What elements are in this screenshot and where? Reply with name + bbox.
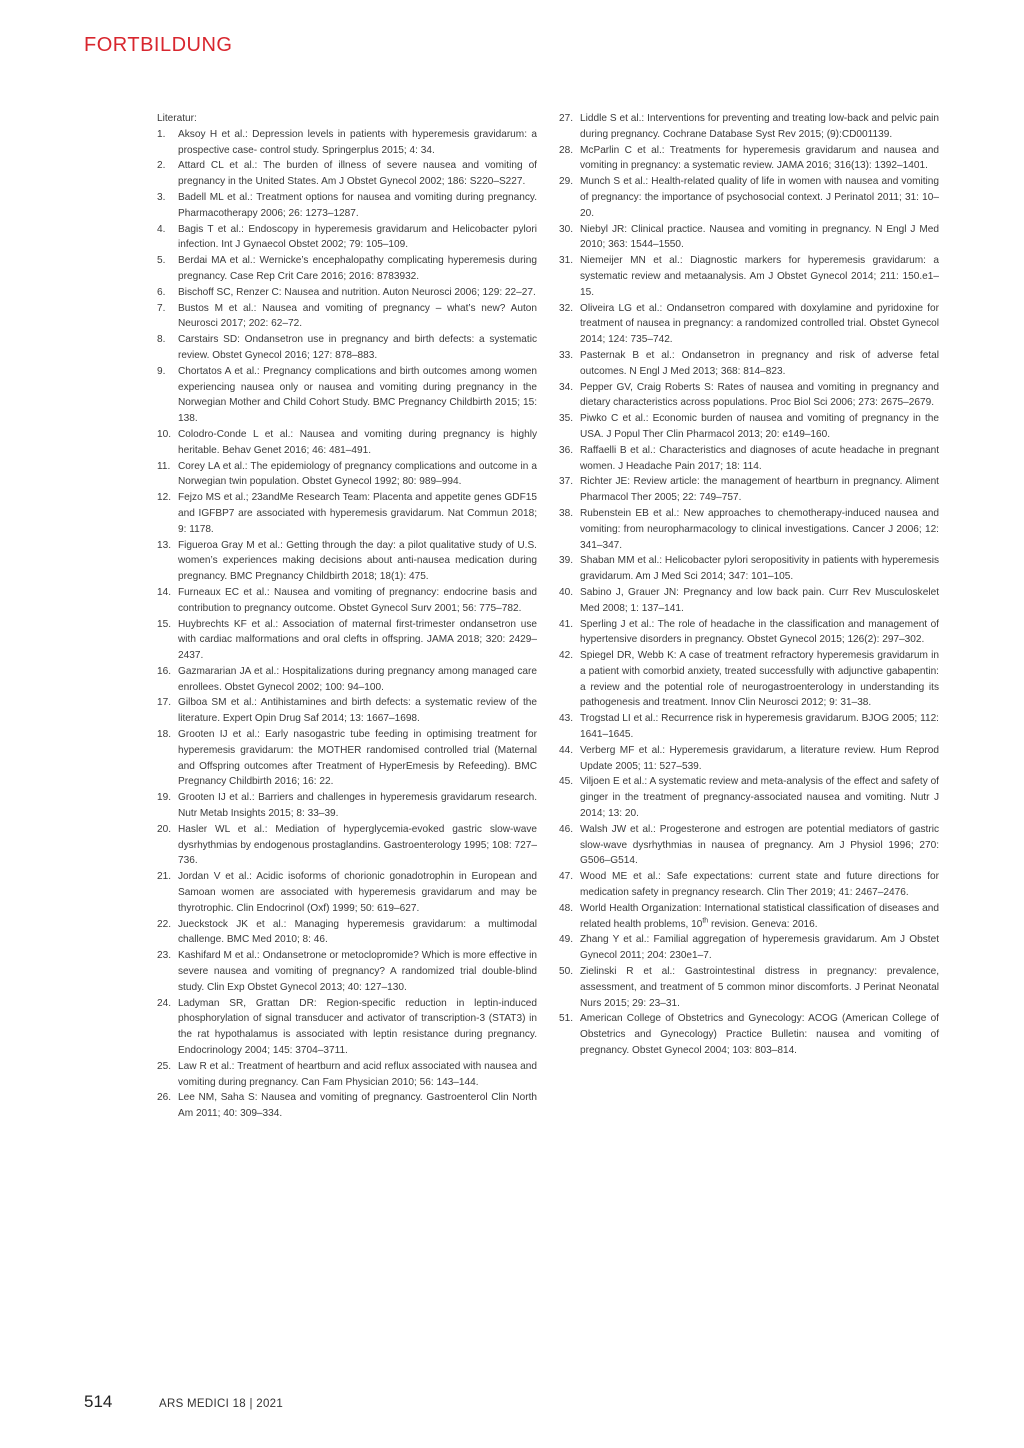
reference-number: 29.: [559, 176, 574, 188]
reference-item: [157, 490, 537, 537]
reference-number: 37.: [559, 476, 574, 488]
reference-item: [157, 664, 537, 696]
reference-text: Attard CL et al.: The burden of illness of severe nausea and vomiting of pregnancy in the United States. Am J Obstet Gynecol 2002; 186: S220–S227.: [178, 160, 537, 188]
reference-text: Sperling J et al.: The role of headache in the classification and management of hypertensive disorders in pregnancy. Obstet Gynecol 2015; 126(2): 297–302.: [580, 618, 939, 646]
reference-text: Carstairs SD: Ondansetron use in pregnancy and birth defects: a systematic review. Obstet Gynecol 2016; 127: 878–883.: [178, 334, 537, 361]
reference-number: 26.: [157, 1092, 172, 1104]
reference-number: 41.: [559, 618, 574, 630]
reference-number: 14.: [157, 586, 172, 598]
reference-number: 45.: [559, 776, 574, 788]
reference-item: [157, 301, 537, 333]
reference-number: 46.: [559, 823, 574, 835]
reference-text: Spiegel DR, Webb K: A case of treatment refractory hyperemesis gravidarum in a patient with comorbid anxiety, treated successfully with adjunctive gabapentin: a review and the potential role of neurogastroenterology in understanding its pathogenesis and treatment. Innov Clin Neurosci 2012; 9: 31–38.: [580, 650, 939, 709]
reference-text: Viljoen E et al.: A systematic review and meta-analysis of the effect and safety of ginger in the treatment of pregnancy-associated nausea and vomiting. Nutr J 2014; 13: 20.: [580, 776, 939, 820]
reference-number: 38.: [559, 507, 574, 519]
reference-number: 15.: [157, 618, 172, 630]
reference-number: 21.: [157, 871, 172, 883]
reference-item: [157, 427, 537, 459]
reference-item: [157, 585, 537, 617]
reference-text: Grooten IJ et al.: Early nasogastric tube feeding in optimising treatment for hyperemesis gravidarum: the MOTHER randomised controlled trial (Maternal and Offspring outcomes after Treatment of HyperEmesis by Refeeding). BMC Pregnancy Childbirth 2016; 16: 22.: [178, 729, 537, 788]
reference-item: [559, 1011, 939, 1058]
reference-text: Verberg MF et al.: Hyperemesis gravidarum, a literature review. Hum Reprod Update 2005; 11: 527–539.: [580, 744, 939, 772]
reference-item: [157, 127, 537, 159]
reference-item: [559, 743, 939, 775]
reference-number: 49.: [559, 934, 574, 946]
reference-item: [559, 301, 939, 348]
reference-item: [157, 459, 537, 491]
reference-text: Gazmararian JA et al.: Hospitalizations during pregnancy among managed care enrollees. Obstet Gynecol 2002; 100: 94–100.: [178, 665, 537, 693]
reference-number: 16.: [157, 665, 172, 677]
reference-text: Munch S et al.: Health-related quality of life in women with nausea and vomiting of pregnancy: the importance of psychosocial context. J Perinatol 2011; 31: 10–20.: [580, 176, 939, 219]
reference-text: Corey LA et al.: The epidemiology of pregnancy complications and outcome in a Norwegian twin population. Obstet Gynecol 1992; 80: 989–994.: [178, 460, 537, 488]
reference-text: Badell ML et al.: Treatment options for nausea and vomiting during pregnancy. Pharmacotherapy 2006; 26: 1273–1287.: [178, 191, 537, 219]
reference-text: Colodro-Conde L et al.: Nausea and vomiting during pregnancy is highly heritable. Behav Genet 2016; 46: 481–491.: [178, 428, 537, 456]
reference-item: [157, 822, 537, 869]
reference-text: Niebyl JR: Clinical practice. Nausea and vomiting in pregnancy. N Engl J Med 2010; 363: 1544–1550.: [580, 223, 939, 251]
reference-number: 19.: [157, 792, 172, 804]
reference-number: 2.: [157, 160, 166, 172]
reference-text: Gilboa SM et al.: Antihistamines and birth defects: a systematic review of the literature. Expert Opin Drug Saf 2014; 13: 1667–1698.: [178, 697, 537, 725]
reference-number: 33.: [559, 349, 574, 361]
reference-number: 23.: [157, 950, 172, 962]
reference-number: 24.: [157, 997, 172, 1009]
reference-item: [157, 695, 537, 727]
reference-item: [559, 111, 939, 143]
reference-item: [157, 332, 537, 364]
reference-number: 18.: [157, 729, 172, 741]
reference-number: 3.: [157, 191, 166, 203]
reference-text: Berdai MA et al.: Wernicke’s encephalopathy complicating hyperemesis during pregnancy. Case Rep Crit Care 2016; 2016: 8783932.: [178, 255, 537, 282]
journal-issue: ARS MEDICI 18 | 2021: [159, 1398, 284, 1410]
reference-item: [559, 711, 939, 743]
reference-text: Walsh JW et al.: Progesterone and estrogen are potential mediators of gastric slow-wave dysrhythmias in nausea of pregnancy. Am J Physiol 1996; 270: G506–G514.: [580, 823, 939, 867]
reference-number: 40.: [559, 586, 574, 598]
reference-number: 28.: [559, 144, 574, 156]
reference-text: McParlin C et al.: Treatments for hyperemesis gravidarum and nausea and vomiting in pregnancy: a systematic review. JAMA 2016; 316(13): 1392–1401.: [580, 144, 939, 172]
reference-item: [559, 648, 939, 711]
reference-item: [157, 1090, 537, 1122]
reference-text: Bustos M et al.: Nausea and vomiting of pregnancy – what’s new? Auton Neurosci 2017; 202: 62–72.: [178, 302, 537, 330]
reference-text: Sabino J, Grauer JN: Pregnancy and low back pain. Curr Rev Musculoskelet Med 2008; 1: 137–141.: [580, 586, 939, 614]
reference-number: 13.: [157, 539, 172, 551]
reference-number: 6.: [157, 286, 166, 298]
reference-text: Kashifard M et al.: Ondansetrone or metoclopromide? Which is more effective in severe nausea and vomiting of pregnancy? A randomized trial double-blind study. Clin Exp Obstet Gynecol 2013; 40: 127–130.: [178, 950, 537, 993]
reference-text: Oliveira LG et al.: Ondansetron compared with doxylamine and pyridoxine for treatment of nausea in pregnancy: a randomized controlled trial. Obstet Gynecol 2014; 124: 735–742.: [580, 302, 939, 346]
reference-number: 11.: [157, 460, 171, 472]
reference-text: Figueroa Gray M et al.: Getting through the day: a pilot qualitative study of U.S. women’s experiences making decisions about anti-nausea medication during pregnancy. BMC Pregnancy Childbirth 2018; 18(1): 475.: [178, 539, 537, 583]
reference-number: 1.: [157, 128, 166, 140]
reference-number: 30.: [559, 223, 574, 235]
reference-number: 9.: [157, 365, 166, 377]
reference-item: [157, 538, 537, 585]
reference-number: 5.: [157, 255, 166, 267]
section-title: FORTBILDUNG: [84, 34, 233, 56]
reference-item: [157, 158, 537, 190]
reference-item: [559, 869, 939, 901]
reference-number: 22.: [157, 918, 172, 930]
reference-number: 10.: [157, 428, 172, 440]
reference-item: [559, 774, 939, 821]
reference-text: Jueckstock JK et al.: Managing hyperemesis gravidarum: a multimodal challenge. BMC Med 2010; 8: 46.: [178, 918, 537, 946]
reference-text: Wood ME et al.: Safe expectations: current state and future directions for medication safety in pregnancy research. Clin Ther 2019; 41: 2467–2476.: [580, 871, 939, 899]
references-column-left: [157, 111, 537, 1122]
reference-text: Bischoff SC, Renzer C: Nausea and nutrition. Auton Neurosci 2006; 129: 22–27.: [178, 286, 536, 298]
reference-item: [157, 190, 537, 222]
reference-item: [157, 917, 537, 949]
reference-text: Furneaux EC et al.: Nausea and vomiting of pregnancy: endocrine basis and contribution to pregnancy outcome. Obstet Gynecol Surv 2001; 56: 775–782.: [178, 586, 537, 614]
reference-text: Pepper GV, Craig Roberts S: Rates of nausea and vomiting in pregnancy and dietary characteristics across populations. Proc Biol Sci 2006; 273: 2675–2679.: [580, 381, 939, 409]
reference-number: 36.: [559, 444, 574, 456]
reference-item: [157, 727, 537, 790]
reference-number: 44.: [559, 744, 574, 756]
reference-number: 35.: [559, 413, 574, 425]
reference-text: Chortatos A et al.: Pregnancy complications and birth outcomes among women experiencing nausea only or nausea and vomiting during pregnancy in the Norwegian Mother and Child Cohort Study. BMC Pregnancy Childbirth 2015; 15: 138.: [178, 365, 537, 425]
reference-text: Grooten IJ et al.: Barriers and challenges in hyperemesis gravidarum research. Nutr Metab Insights 2015; 8: 33–39.: [178, 792, 537, 820]
reference-item: [157, 790, 537, 822]
reference-text: American College of Obstetrics and Gynecology: ACOG (American College of Obstetrics and Gynecology) Practice Bulletin: nausea and vomiting of pregnancy. Obstet Gynecol 2004; 103: 803–814.: [580, 1013, 939, 1057]
reference-text: Lee NM, Saha S: Nausea and vomiting of pregnancy. Gastroenterol Clin North Am 2011; 40: 309–334.: [178, 1092, 537, 1120]
reference-number: 48.: [559, 902, 574, 914]
reference-item: [559, 174, 939, 221]
reference-item: [559, 932, 939, 964]
reference-number: 39.: [559, 555, 574, 567]
reference-text: Shaban MM et al.: Helicobacter pylori seropositivity in patients with hyperemesis gravidarum. Am J Med Sci 2014; 347: 101–105.: [580, 555, 939, 583]
reference-item: [559, 443, 939, 475]
reference-number: 51.: [559, 1013, 574, 1025]
reference-text: Niemeijer MN et al.: Diagnostic markers for hyperemesis gravidarum: a systematic review and metaanalysis. Am J Obstet Gynecol 2014; 211: 150.e1–15.: [580, 255, 939, 298]
reference-item: [157, 948, 537, 995]
reference-text: Hasler WL et al.: Mediation of hyperglycemia-evoked gastric slow-wave dysrhythmias by endogenous prostaglandins. Gastroenterology 1995; 108: 727–736.: [178, 823, 537, 867]
reference-number: 25.: [157, 1060, 172, 1072]
reference-item: [559, 585, 939, 617]
reference-number: 32.: [559, 302, 574, 314]
reference-text: Fejzo MS et al.; 23andMe Research Team: Placenta and appetite genes GDF15 and IGFBP7 are associated with hyperemesis gravidarum. Nat Commun 2018; 9: 1178.: [178, 492, 537, 535]
reference-item: [559, 901, 939, 933]
reference-text: Liddle S et al.: Interventions for preventing and treating low-back and pelvic pain during pregnancy. Cochrane Database Syst Rev 2015; (9):CD001139.: [580, 113, 939, 140]
reference-text: World Health Organization: International statistical classification of diseases and related health problems, 10th revision. Geneva: 2016.: [580, 902, 939, 930]
reference-superscript: th: [702, 917, 709, 925]
reference-item: [559, 506, 939, 553]
page-number: 514: [84, 1392, 113, 1411]
reference-text: Zhang Y et al.: Familial aggregation of hyperemesis gravidarum. Am J Obstet Gynecol 2011; 204: 230e1–7.: [580, 934, 939, 962]
reference-item: [559, 617, 939, 649]
reference-number: 43.: [559, 713, 574, 725]
reference-text: Zielinski R et al.: Gastrointestinal distress in pregnancy: prevalence, assessment, and treatment of 5 common minor discomforts. J Perinat Neonatal Nurs 2015; 29: 23–31.: [580, 966, 939, 1009]
reference-number: 27.: [559, 113, 574, 124]
reference-item: [559, 964, 939, 1011]
reference-item: [559, 411, 939, 443]
reference-item: [559, 553, 939, 585]
reference-text: Rubenstein EB et al.: New approaches to chemotherapy-induced nausea and vomiting: from neuropharmacology to clinical investigations. Cancer J 2006; 12: 341–347.: [580, 507, 939, 551]
reference-item: [157, 869, 537, 916]
reference-text: Jordan V et al.: Acidic isoforms of chorionic gonadotrophin in European and Samoan women are associated with hyperemesis gravidarum and may be thyrotrophic. Clin Endocrinol (Oxf) 1999; 50: 619–627.: [178, 871, 537, 914]
reference-text: Pasternak B et al.: Ondansetron in pregnancy and risk of adverse fetal outcomes. N Engl J Med 2013; 368: 814–823.: [580, 349, 939, 377]
reference-number: 17.: [157, 697, 172, 709]
reference-text: Raffaelli B et al.: Characteristics and diagnoses of acute headache in pregnant women. J Headache Pain 2017; 18: 114.: [580, 444, 939, 472]
reference-number: 31.: [559, 255, 574, 267]
reference-number: 7.: [157, 302, 166, 314]
reference-item: [559, 253, 939, 300]
reference-number: 8.: [157, 334, 166, 346]
reference-number: 4.: [157, 223, 166, 235]
reference-item: [157, 996, 537, 1059]
reference-item: [157, 285, 537, 301]
reference-text: Piwko C et al.: Economic burden of nausea and vomiting of pregnancy in the USA. J Popul Ther Clin Pharmacol 2013; 20: e149–160.: [580, 413, 939, 440]
reference-text: Law R et al.: Treatment of heartburn and acid reflux associated with nausea and vomiting during pregnancy. Can Fam Physician 2010; 56: 143–144.: [178, 1060, 537, 1088]
reference-number: 12.: [157, 492, 172, 504]
reference-number: 20.: [157, 823, 172, 835]
reference-item: [157, 1059, 537, 1091]
reference-text: Ladyman SR, Grattan DR: Region-specific reduction in leptin-induced phosphorylation of signal transducer and activator of transcription-3 (STAT3) in the rat hypothalamus is associated with leptin resistance during pregnancy. Endocrinology 2004; 145: 3704–3711.: [178, 997, 537, 1057]
references-column-right: [559, 111, 939, 1059]
reference-number: 50.: [559, 966, 574, 978]
reference-number: 34.: [559, 381, 574, 393]
reference-number: 42.: [559, 650, 574, 662]
reference-item: [559, 822, 939, 869]
reference-item: [559, 380, 939, 412]
reference-item: [157, 222, 537, 254]
reference-item: [157, 253, 537, 285]
reference-text: Aksoy H et al.: Depression levels in patients with hyperemesis gravidarum: a prospective case- control study. Springerplus 2015; 4: 34.: [178, 128, 537, 156]
reference-text: Bagis T et al.: Endoscopy in hyperemesis gravidarum and Helicobacter pylori infection. Int J Gynaecol Obstet 2002; 79: 105–109.: [178, 223, 537, 251]
reference-text: Richter JE: Review article: the management of heartburn in pregnancy. Aliment Pharmacol Ther 2005; 22: 749–757.: [580, 476, 939, 504]
reference-item: [559, 143, 939, 175]
reference-item: [559, 474, 939, 506]
reference-item: [157, 617, 537, 664]
reference-item: [157, 364, 537, 427]
reference-number: 47.: [559, 871, 574, 883]
reference-item: [559, 348, 939, 380]
reference-item: [559, 222, 939, 254]
reference-text: Huybrechts KF et al.: Association of maternal first-trimester ondansetron use with cardiac malformations and oral clefts in offspring. JAMA 2018; 320: 2429–2437.: [178, 618, 537, 662]
literature-label: Literatur:: [157, 113, 197, 124]
reference-text: Trogstad LI et al.: Recurrence risk in hyperemesis gravidarum. BJOG 2005; 112: 1641–1645.: [580, 713, 939, 741]
